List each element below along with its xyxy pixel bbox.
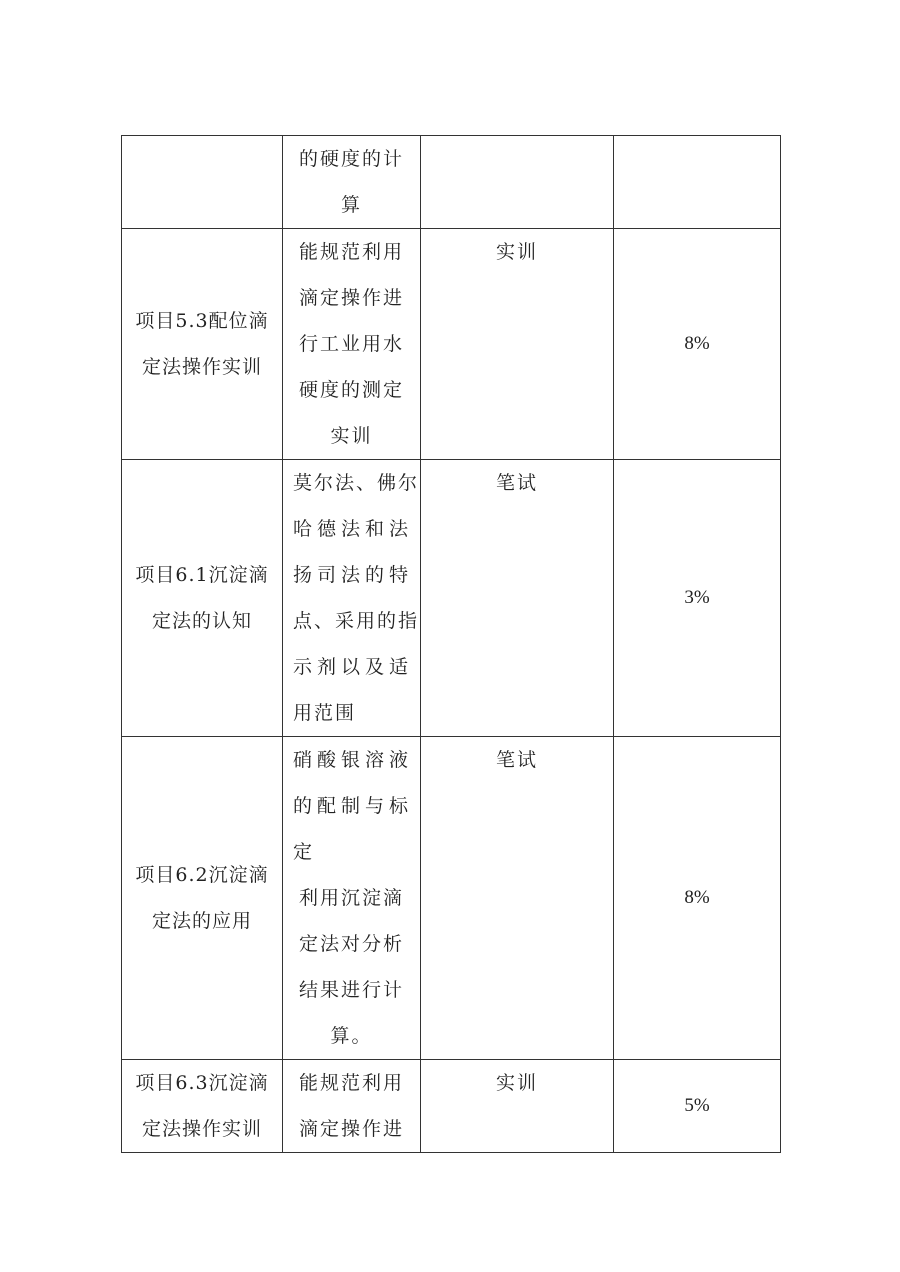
weight-cell — [614, 136, 781, 229]
content-line: 滴定操作进 — [298, 287, 404, 309]
project-cell — [122, 1060, 283, 1153]
method-cell: 笔试 — [421, 737, 614, 1060]
project-cell — [122, 229, 283, 460]
content-line: 实训 — [330, 425, 373, 447]
table-row — [122, 460, 781, 737]
content-line: 扬司法的特 — [293, 564, 410, 586]
content-line: 算 — [340, 194, 362, 216]
content-line: 莫尔法、佛尔 — [293, 472, 420, 494]
content-cell — [283, 737, 421, 1060]
content-line: 的配制与标 — [293, 795, 410, 817]
weight-cell: 3% — [614, 460, 781, 737]
table-row — [122, 737, 781, 1060]
project-line: 定法操作实训 — [141, 1118, 262, 1140]
content-line: 示剂以及适 — [293, 656, 410, 678]
content-line: 点、采用的指 — [293, 610, 420, 632]
assessment-table — [121, 135, 781, 1153]
content-line: 的硬度的计 — [298, 148, 404, 170]
method-cell: 实训 — [421, 1060, 614, 1153]
content-cell — [283, 229, 421, 460]
content-line: 滴定操作进 — [298, 1118, 404, 1140]
content-line: 用范围 — [293, 702, 357, 724]
project-cell — [122, 460, 283, 737]
content-line: 能规范利用 — [298, 1072, 404, 1094]
table-row — [122, 229, 781, 460]
project-line: 项目6.3沉淀滴 — [135, 1072, 269, 1094]
weight-cell: 8% — [614, 229, 781, 460]
project-line: 定法操作实训 — [141, 356, 262, 378]
method-cell: 笔试 — [421, 460, 614, 737]
content-line: 能规范利用 — [298, 241, 404, 263]
content-line: 行工业用水 — [298, 333, 404, 355]
content-line: 定 — [293, 841, 315, 863]
project-cell — [122, 737, 283, 1060]
content-cell — [283, 136, 421, 229]
project-line: 项目6.1沉淀滴 — [135, 564, 269, 586]
content-line: 结果进行计 — [298, 979, 404, 1001]
content-cell — [283, 1060, 421, 1153]
method-cell — [421, 136, 614, 229]
content-line: 硝酸银溶液 — [293, 749, 410, 771]
content-line: 算。 — [330, 1025, 373, 1047]
table-row — [122, 1060, 781, 1153]
content-line: 哈德法和法 — [293, 518, 410, 540]
project-line: 项目5.3配位滴 — [135, 310, 269, 332]
content-line: 利用沉淀滴 — [298, 887, 404, 909]
project-line: 定法的应用 — [151, 910, 252, 932]
content-cell — [283, 460, 421, 737]
project-line: 项目6.2沉淀滴 — [135, 864, 269, 886]
project-line: 定法的认知 — [151, 610, 252, 632]
content-line: 定法对分析 — [298, 933, 404, 955]
content-line: 硬度的测定 — [298, 379, 404, 401]
weight-cell: 8% — [614, 737, 781, 1060]
method-cell: 实训 — [421, 229, 614, 460]
project-cell — [122, 136, 283, 229]
table-row — [122, 136, 781, 229]
weight-cell: 5% — [614, 1060, 781, 1153]
